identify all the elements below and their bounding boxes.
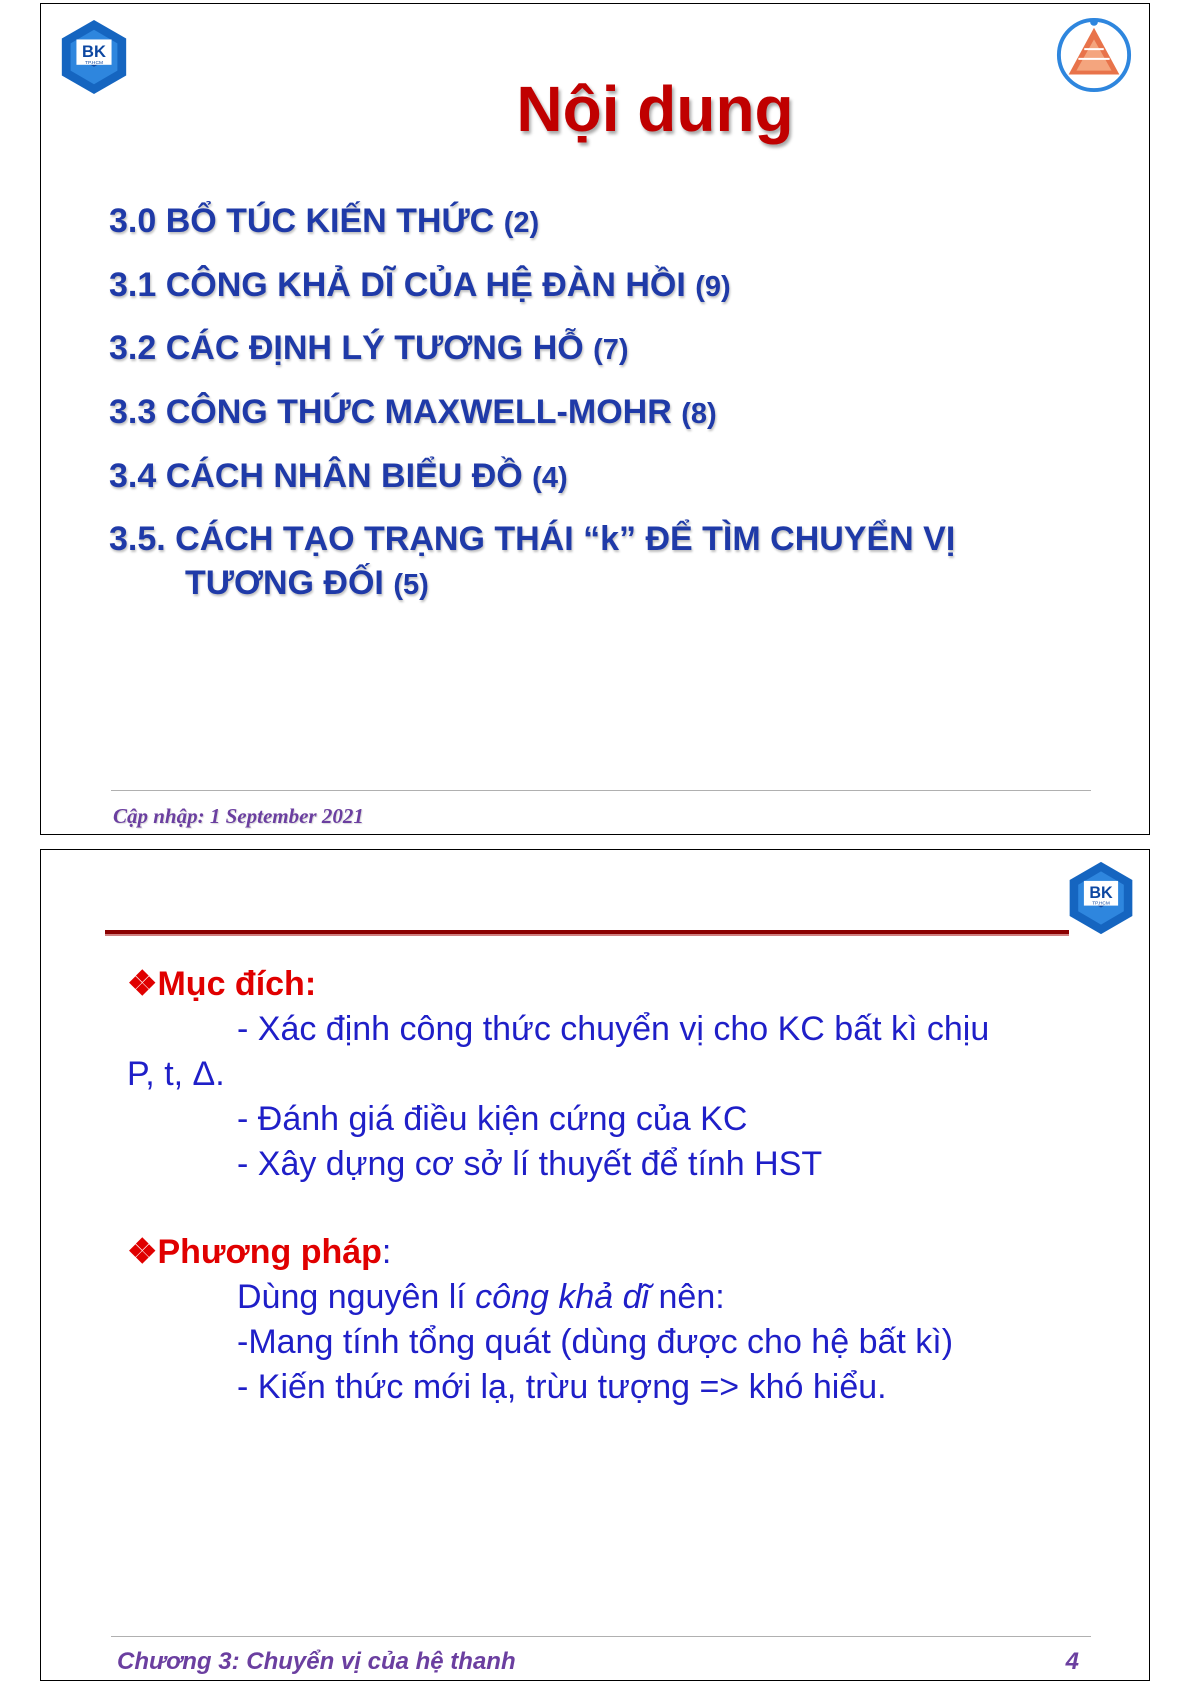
body-line: - Đánh giá điều kiện cứng của KC [237,1099,748,1138]
toc-item-text: 3.0 BỔ TÚC KIẾN THỨC [109,202,504,240]
toc-item-text: 3.2 CÁC ĐỊNH LÝ TƯƠNG HỖ [109,329,594,368]
toc-item-text: 3.4 CÁCH NHÂN BIỂU ĐỒ [109,456,533,495]
toc-item-count: (8) [681,398,717,431]
svg-text:BK: BK [82,42,106,61]
body-text: nên: [649,1278,725,1317]
heading-text: Mục đích: [157,965,317,1003]
toc-item [109,522,1089,601]
body-text-emphasis: công khả dĩ [475,1278,650,1317]
body-line: - Xây dựng cơ sở lí thuyết để tính HST [237,1144,823,1183]
body-line: P, t, Δ. [127,1054,225,1093]
body-line [127,1275,1117,1320]
toc-item-count: (9) [695,270,731,303]
toc-item [109,204,1089,240]
update-date: Cập nhập: 1 September 2021 [113,804,364,828]
svg-text:TP.HCM: TP.HCM [1092,901,1110,907]
section-heading-purpose [127,962,1117,1007]
toc-item-text: 3.1 CÔNG KHẢ DĨ CỦA HỆ ĐÀN HỒI [109,265,696,304]
svg-text:BK: BK [1089,884,1113,902]
spacer [127,1186,1117,1230]
toc-item [109,331,1089,367]
body-line: -Mang tính tổng quát (dùng được cho hệ bất kì) [237,1323,954,1362]
chapter-footer: Chương 3: Chuyển vị của hệ thanh [117,1648,516,1675]
slide-contents [40,3,1150,835]
header-rule [105,930,1069,936]
toc-item [109,456,1089,495]
table-of-contents [109,204,1089,630]
footer-divider [111,790,1091,791]
body-line: - Kiến thức mới lạ, trừu tượng => khó hiểu. [237,1368,887,1406]
body-text: Dùng nguyên lí [237,1278,476,1317]
toc-item [109,395,1089,431]
section-heading-method [127,1230,1117,1275]
bk-logo-icon [1063,860,1139,936]
toc-item-count: (2) [503,207,540,239]
toc-item-text: 3.3 CÔNG THỨC MAXWELL-MOHR [109,393,682,432]
toc-item [109,265,1089,304]
body-line: - Xác định công thức chuyển vị cho KC bất kì chịu [237,1009,990,1048]
toc-item-count: (7) [593,334,629,367]
toc-item-count: (4) [532,461,568,494]
slide-body [127,962,1117,1410]
heading-text: Phương pháp [157,1233,382,1272]
diamond-bullet-icon: ❖ [127,965,158,1003]
footer-divider [111,1636,1091,1637]
slide-purpose-method [40,849,1150,1681]
toc-item-text: 3.5. CÁCH TẠO TRẠNG THÁI “k” ĐỂ TÌM CHUYỂN VỊ [109,520,956,559]
toc-item-text: TƯƠNG ĐỐI [185,564,394,603]
svg-text:TP.HCM: TP.HCM [85,60,103,66]
diamond-bullet-icon: ❖ [127,1233,158,1272]
page-number: 4 [1065,1648,1079,1675]
heading-colon: : [381,1233,392,1272]
slide-title: Nội dung [516,73,794,145]
toc-item-count: (5) [393,569,429,602]
toc-item-continuation [109,566,1089,602]
